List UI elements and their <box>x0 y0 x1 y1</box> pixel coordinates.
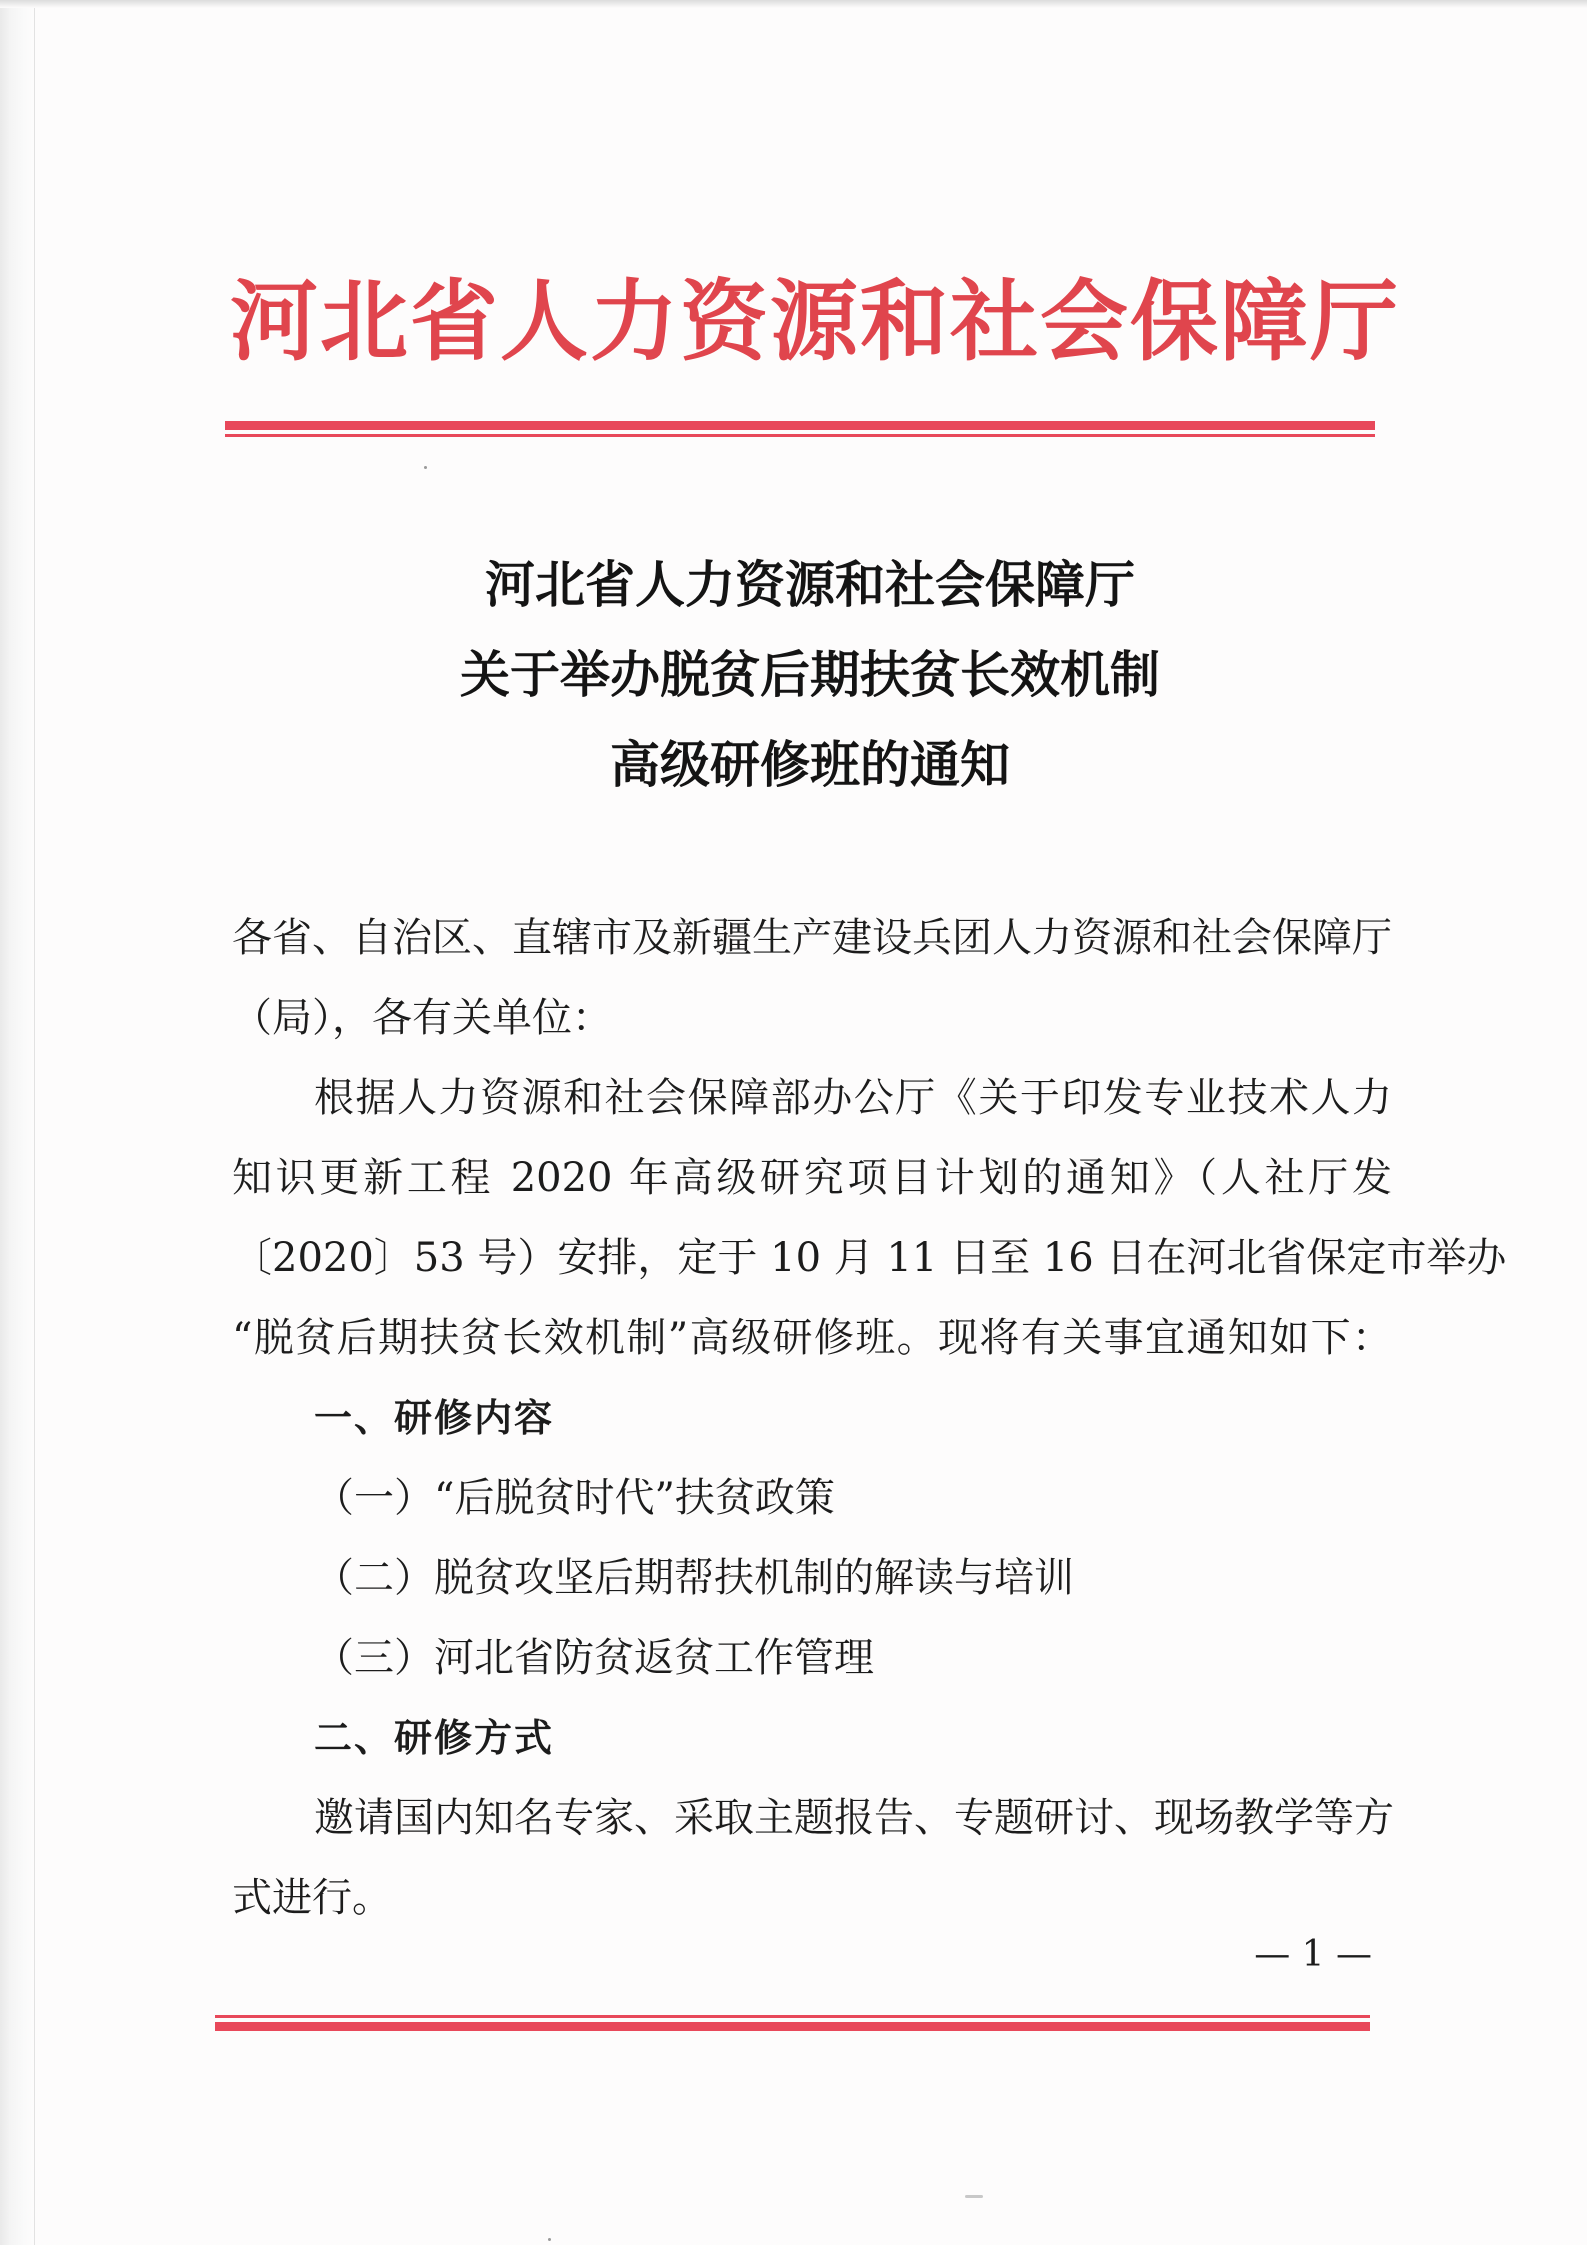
content-item-3: （三）河北省防贫返贫工作管理 <box>314 1635 874 1681</box>
scan-line-left <box>34 0 35 2245</box>
content-item-2: （二）脱贫攻坚后期帮扶机制的解读与培训 <box>314 1555 1074 1601</box>
content-item-1: （一）“后脱贫时代”扶贫政策 <box>314 1475 835 1521</box>
scan-speck <box>548 2238 551 2241</box>
salutation-line-1: 各省、自治区、直辖市及新疆生产建设兵团人力资源和社会保障厅 <box>232 915 1392 961</box>
intro-line-2: 知识更新工程 2020 年高级研究项目计划的通知》（人社厅发 <box>232 1155 1392 1201</box>
document-body <box>232 898 1507 1938</box>
footer-rule <box>215 2015 1370 2031</box>
section-heading-content: 一、研修内容 <box>314 1396 555 1440</box>
scan-edge-left <box>0 0 34 2245</box>
document-title-line-3: 高级研修班的通知 <box>610 736 1010 794</box>
document-title-line-1: 河北省人力资源和社会保障厅 <box>485 556 1135 614</box>
salutation-line-2: （局），各有关单位： <box>232 995 612 1041</box>
method-line-2: 式进行。 <box>232 1875 392 1921</box>
intro-line-1: 根据人力资源和社会保障部办公厅《关于印发专业技术人力 <box>314 1075 1392 1121</box>
intro-line-3: 〔2020〕53 号）安排，定于 10 月 11 日至 16 日在河北省保定市举办 <box>232 1235 1507 1281</box>
page-number: — 1 — <box>1254 1934 1372 1975</box>
letterhead-rule <box>225 421 1375 437</box>
scan-speck <box>424 466 427 469</box>
letterhead-title: 河北省人力资源和社会保障厅 <box>230 270 1401 373</box>
scan-speck <box>965 2195 983 2198</box>
document-title <box>230 540 1390 810</box>
intro-line-4: “脱贫后期扶贫长效机制”高级研修班。现将有关事宜通知如下： <box>232 1315 1392 1361</box>
method-line-1: 邀请国内知名专家、采取主题报告、专题研讨、现场教学等方 <box>314 1795 1394 1841</box>
scan-edge-top <box>0 0 1587 8</box>
document-title-line-2: 关于举办脱贫后期扶贫长效机制 <box>460 646 1160 704</box>
section-heading-method: 二、研修方式 <box>314 1716 555 1760</box>
